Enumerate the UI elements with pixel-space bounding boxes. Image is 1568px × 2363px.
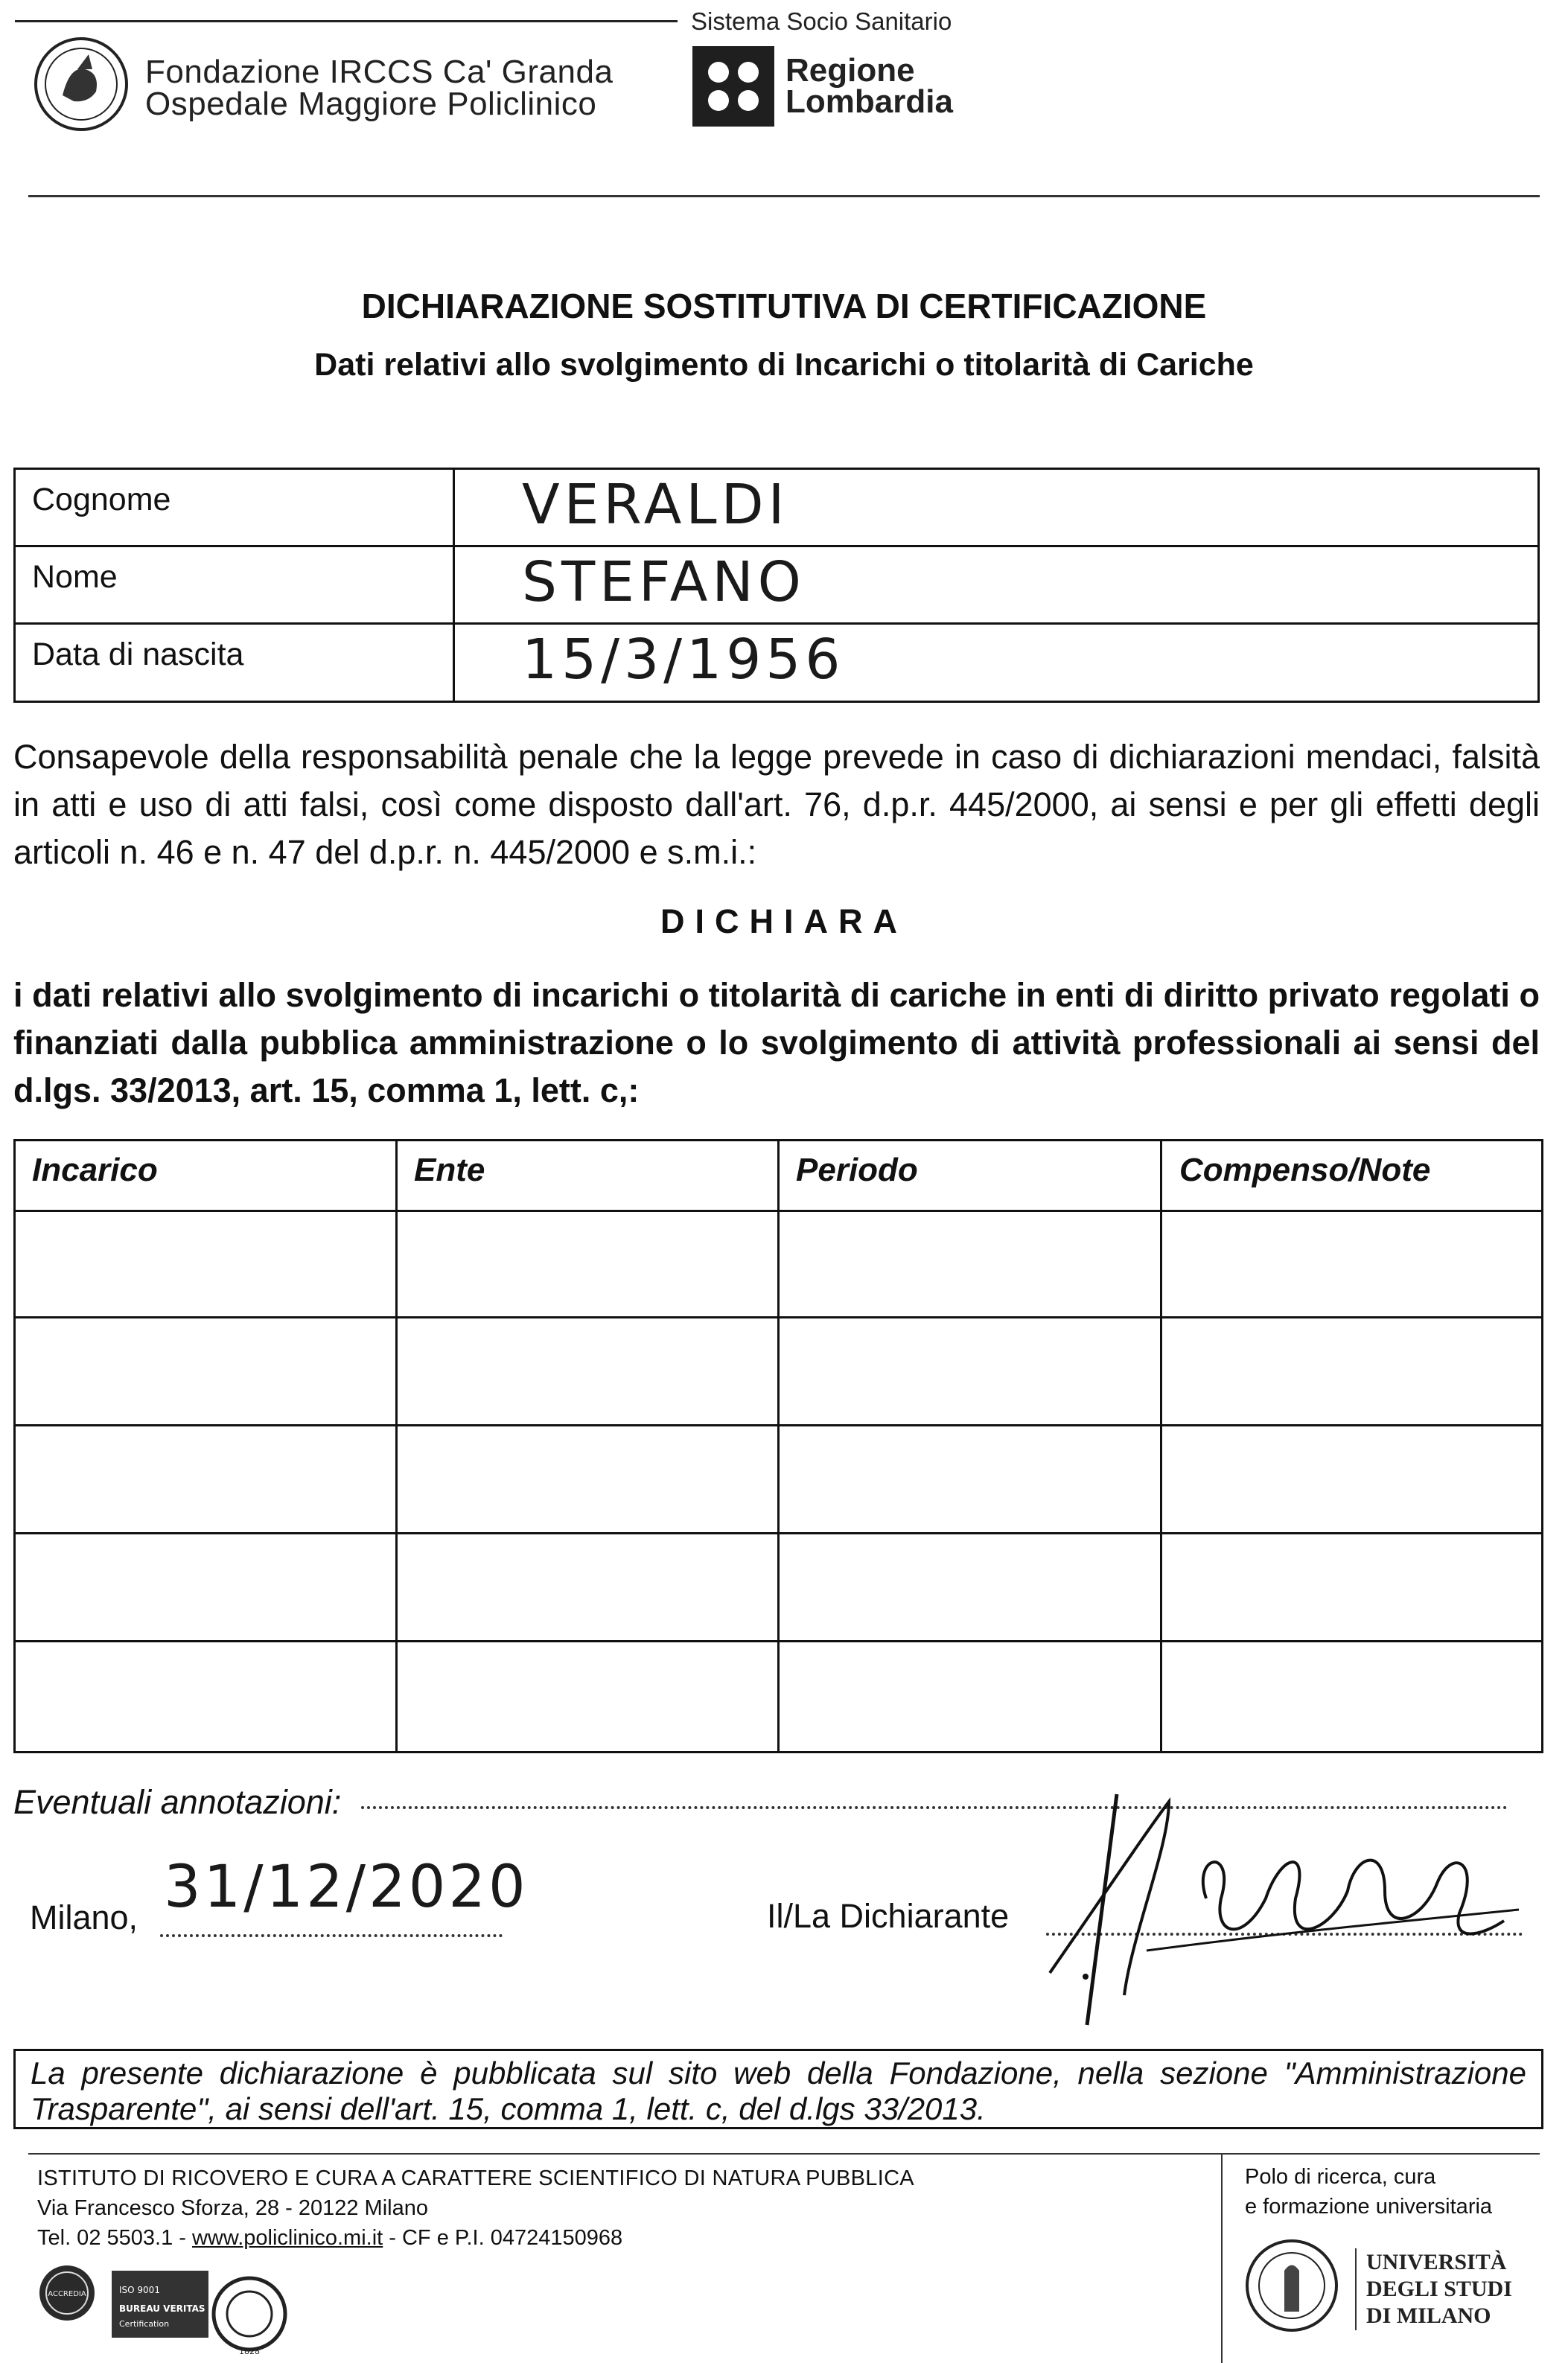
declarant-label: Il/La Dichiarante — [767, 1897, 1010, 1935]
annotations-label: Eventuali annotazioni: — [13, 1783, 342, 1821]
place-label: Milano, — [30, 1898, 138, 1936]
regione-lombardia-logo-icon — [692, 46, 774, 127]
roles-table — [13, 1139, 1543, 1753]
accredia-text: ACCREDIA — [48, 2290, 86, 2298]
column-divider — [395, 1141, 398, 1751]
tax-code-text: - CF e P.I. 04724150968 — [383, 2226, 623, 2250]
university-seal-icon — [1243, 2237, 1340, 2334]
footer-rule — [28, 2153, 1540, 2155]
column-divider — [453, 547, 455, 622]
name-label: Nome — [32, 559, 118, 595]
foundation-name-line2: Ospedale Maggiore Policlinico — [145, 86, 597, 122]
header-rule — [28, 195, 1540, 197]
surname-label: Cognome — [32, 482, 171, 517]
university-logo-divider — [1355, 2248, 1357, 2330]
date-field-line — [160, 1934, 503, 1937]
declared-data-paragraph: i dati relativi allo svolgimento di incarichi o titolarità di cariche in enti di diritto privato regolati o finanziati dalla pubblica amministrazione o lo svolgimento di attività professionali ai sensi del d.lgs. 33/2013, art. 15, comma 1, lett. c,: — [13, 976, 1540, 1109]
bv-name-text: BUREAU VERITAS — [119, 2303, 205, 2314]
university-name-line3: DI MILANO — [1366, 2303, 1491, 2328]
row-divider — [16, 1640, 1541, 1642]
region-name-line1: Regione — [785, 52, 915, 89]
column-divider — [1160, 1141, 1162, 1751]
column-divider — [777, 1141, 780, 1751]
birth-date-value[interactable]: 15/3/1956 — [522, 628, 845, 692]
polo-text-line2: e formazione universitaria — [1245, 2195, 1493, 2219]
birth-date-label: Data di nascita — [32, 637, 244, 672]
university-name-line2: DEGLI STUDI — [1366, 2277, 1512, 2301]
declares-heading: DICHIARA — [660, 902, 908, 940]
region-name-line2: Lombardia — [785, 83, 953, 120]
row-divider — [16, 1316, 1541, 1318]
header-top-line — [15, 20, 678, 22]
document-subtitle: Dati relativi allo svolgimento di Incarichi o titolarità di Cariche — [314, 347, 1254, 383]
column-header-ente: Ente — [414, 1152, 485, 1188]
name-value[interactable]: STEFANO — [522, 550, 806, 614]
declaration-paragraph: Consapevole della responsabilità penale che la legge prevede in caso di dichiarazioni mendaci, falsità in atti e uso di atti falsi, così come disposto dall'art. 76, d.p.r. 445/2000, ai sensi e per gli effetti degli articoli n. 46 e n. 47 del d.p.r. n. 445/2000 e s.m.i.: — [13, 738, 1540, 871]
institute-address: Via Francesco Sforza, 28 - 20122 Milano — [37, 2196, 428, 2220]
surname-value[interactable]: VERALDI — [522, 473, 789, 537]
personal-data-table — [13, 468, 1540, 703]
footer-divider — [1221, 2153, 1223, 2363]
column-divider — [453, 470, 455, 545]
column-header-incarico: Incarico — [32, 1152, 158, 1188]
university-name-line1: UNIVERSITÀ — [1366, 2250, 1507, 2274]
institute-contacts — [37, 2226, 622, 2251]
foundation-name-line1: Fondazione IRCCS Ca' Granda — [145, 54, 614, 90]
website-link[interactable]: www.policlinico.mi.it — [191, 2226, 383, 2250]
row-divider — [16, 1424, 1541, 1426]
institute-type: ISTITUTO DI RICOVERO E CURA A CARATTERE SCIENTIFICO DI NATURA PUBBLICA — [37, 2166, 914, 2190]
row-divider — [16, 1532, 1541, 1534]
foundation-seal-icon — [33, 36, 130, 133]
bureau-veritas-badge-icon — [112, 2271, 290, 2360]
signature-icon[interactable] — [998, 1787, 1549, 2032]
publication-notice: La presente dichiarazione è pubblicata sul sito web della Fondazione, nella sezione "Amministrazione Trasparente", ai sensi dell'art. 15, comma 1, lett. c, del d.lgs 33/2013. — [13, 2049, 1543, 2129]
name-row — [16, 547, 1537, 625]
surname-row — [16, 470, 1537, 547]
document-title: DICHIARAZIONE SOSTITUTIVA DI CERTIFICAZIONE — [361, 287, 1207, 325]
bv-cert-text: Certification — [119, 2319, 170, 2329]
bv-year-text: 1828 — [239, 2347, 260, 2356]
birth-date-row — [16, 625, 1537, 702]
system-label: Sistema Socio Sanitario — [691, 7, 952, 35]
phone-text: Tel. 02 5503.1 - — [37, 2226, 192, 2250]
bv-iso-text: ISO 9001 — [119, 2285, 160, 2295]
column-header-compenso-note: Compenso/Note — [1179, 1152, 1431, 1188]
row-divider — [16, 1210, 1541, 1212]
polo-text-line1: Polo di ricerca, cura — [1245, 2165, 1436, 2189]
column-header-periodo: Periodo — [796, 1152, 918, 1188]
accredia-logo-icon — [37, 2263, 97, 2323]
date-value[interactable]: 31/12/2020 — [164, 1854, 529, 1921]
column-divider — [453, 625, 455, 702]
